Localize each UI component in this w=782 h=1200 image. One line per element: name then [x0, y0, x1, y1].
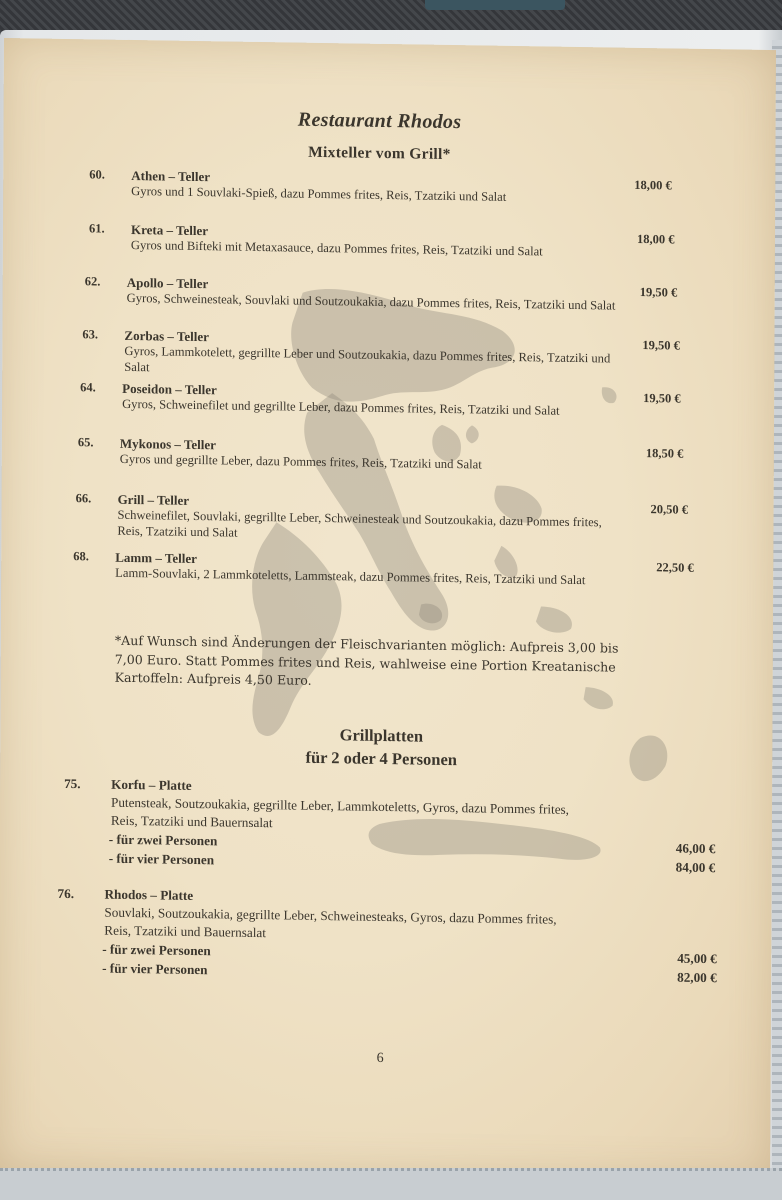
platter-option-four: - für vier Personen: [102, 960, 208, 978]
platter-number: 76.: [57, 885, 75, 902]
item-description: Gyros, Schweinefilet und gegrillte Leber, dazu Pommes frites, Reis, Tzatziki und Salat: [122, 396, 560, 418]
item-price: 19,50 €: [643, 391, 681, 406]
item-description: Lamm-Souvlaki, 2 Lammkoteletts, Lammsteak, dazu Pommes frites, Reis, Tzatziki und Salat: [115, 565, 586, 588]
section-title-mixteller: Mixteller vom Grill*: [308, 143, 451, 164]
item-price: 20,50 €: [650, 502, 689, 517]
item-name: Zorbas – Teller: [124, 327, 210, 345]
item-name: Apollo – Teller: [126, 274, 209, 292]
greece-map-watermark: [0, 38, 776, 1180]
platter-description: Souvlaki, Soutzoukakia, gegrillte Leber, Schweinesteaks, Gyros, dazu Pommes frites, Reis, Tzatziki und Bauernsalat: [104, 904, 557, 941]
item-description: Schweinefilet, Souvlaki, gegrillte Leber, Schweinesteak und Soutzoukakia, dazu Pommes frites, Reis, Tzatziki und Salat: [117, 507, 602, 540]
item-price: 19,50 €: [639, 284, 678, 300]
item-number: 62.: [84, 274, 101, 289]
item-price: 18,00 €: [634, 177, 672, 193]
platter-number: 75.: [64, 775, 81, 792]
platter-name: Korfu – Platte: [111, 776, 192, 793]
platter-price-four: 82,00 €: [677, 969, 717, 986]
platter-option-two: - für zwei Personen: [102, 941, 211, 959]
platter-option-two: - für zwei Personen: [108, 831, 218, 849]
item-price: 18,50 €: [645, 446, 684, 461]
item-number: 60.: [89, 167, 105, 182]
page-number: 6: [376, 1050, 384, 1066]
item-name: Grill – Teller: [117, 491, 190, 508]
platter-option-four: - für vier Personen: [108, 850, 215, 868]
platter-price-two: 46,00 €: [675, 840, 716, 857]
item-price: 22,50 €: [656, 560, 694, 575]
item-description: Gyros und 1 Souvlaki-Spieß, dazu Pommes frites, Reis, Tzatziki und Salat: [131, 184, 507, 204]
item-price: 19,50 €: [642, 338, 680, 353]
item-description: Gyros, Schweinesteak, Souvlaki und Soutzoukakia, dazu Pommes frites, Reis, Tzatziki und Salat: [126, 290, 616, 313]
section-title-grillplatten: Grillplatten: [339, 725, 424, 746]
sleeve-bottom-edge: [0, 1168, 782, 1200]
platter-description: Putensteak, Soutzoukakia, gegrillte Leber, Lammkoteletts, Gyros, dazu Pommes frites, Reis, Tzatziki und Bauernsalat: [110, 794, 570, 831]
item-number: 64.: [80, 380, 96, 395]
item-name: Athen – Teller: [131, 168, 211, 185]
binder-tab: [425, 0, 565, 10]
item-number: 61.: [88, 221, 105, 236]
item-name: Poseidon – Teller: [122, 380, 217, 398]
item-number: 66.: [75, 491, 92, 506]
item-name: Kreta – Teller: [130, 221, 209, 239]
item-description: Gyros und Bifteki mit Metaxasauce, dazu Pommes frites, Reis, Tzatziki und Salat: [130, 237, 543, 259]
footnote: *Auf Wunsch sind Änderungen der Fleischvarianten möglich: Aufpreis 3,00 bis 7,00 Euro. Statt Pommes frites und Reis, wahlweise eine Portion Kreatanische Kartoffeln: Aufpreis 4,50 Euro.: [114, 632, 619, 688]
menu-page: [0, 38, 776, 1180]
platter-price-four: 84,00 €: [675, 859, 716, 876]
item-number: 68.: [73, 549, 89, 564]
platter-name: Rhodos – Platte: [104, 886, 194, 903]
item-description: Gyros, Lammkotelett, gegrillte Leber und Soutzoukakia, dazu Pommes frites, Reis, Tzatziki und Salat: [124, 343, 611, 374]
restaurant-title: Restaurant Rhodos: [297, 108, 462, 134]
item-price: 18,00 €: [636, 231, 675, 247]
item-name: Lamm – Teller: [115, 549, 197, 567]
platter-price-two: 45,00 €: [677, 950, 717, 967]
item-name: Mykonos – Teller: [119, 435, 217, 453]
item-number: 65.: [77, 435, 94, 450]
item-description: Gyros und gegrillte Leber, dazu Pommes frites, Reis, Tzatziki und Salat: [119, 451, 482, 472]
section-subtitle-persons: für 2 oder 4 Personen: [305, 747, 458, 770]
item-number: 63.: [82, 327, 99, 342]
